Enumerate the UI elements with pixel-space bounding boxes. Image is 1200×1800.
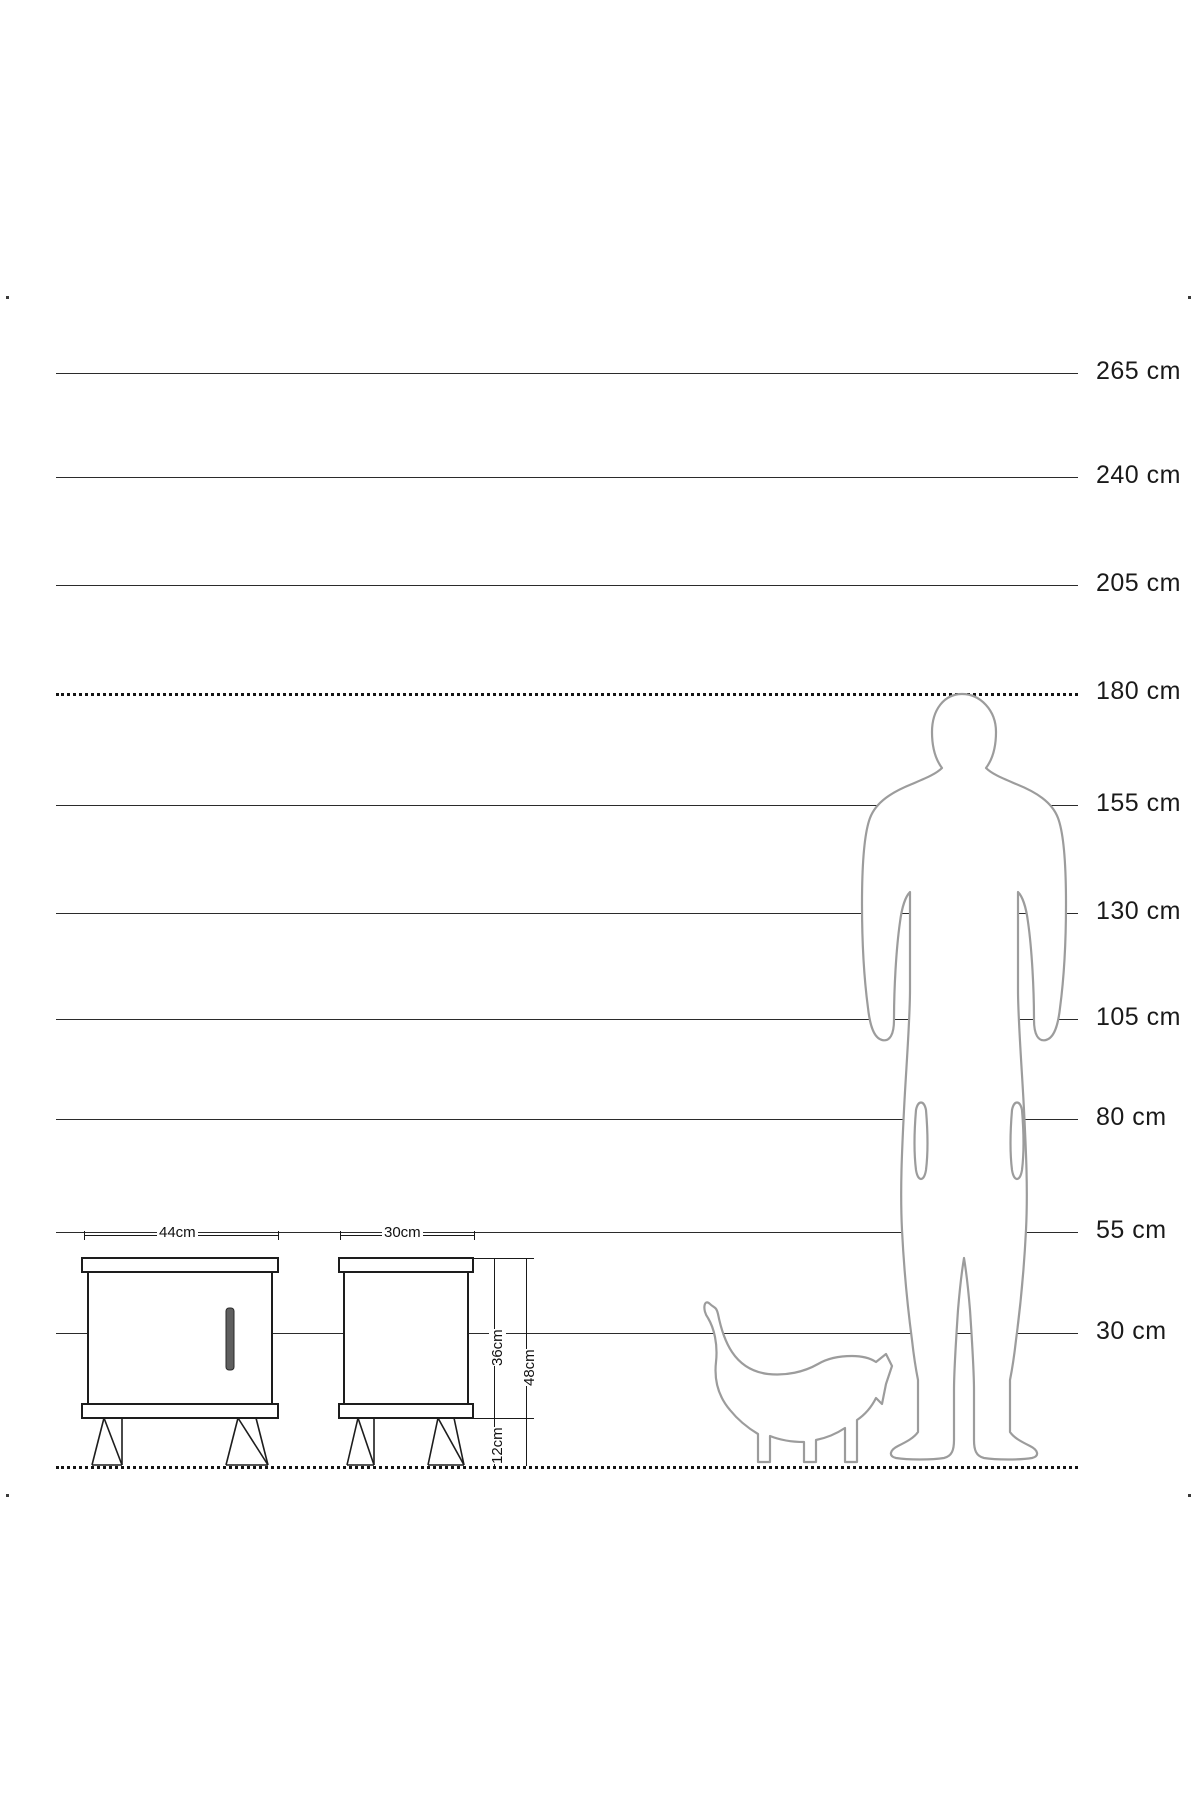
scale-label-80: 80 cm xyxy=(1096,1103,1167,1131)
dim-label-12cm: 12cm xyxy=(489,1427,506,1464)
scale-label-130: 130 cm xyxy=(1096,897,1181,925)
scale-label-240: 240 cm xyxy=(1096,461,1181,489)
dim-label-44cm: 44cm xyxy=(159,1224,196,1241)
scale-label-30: 30 cm xyxy=(1096,1317,1167,1345)
scale-label-205: 205 cm xyxy=(1096,569,1181,597)
scale-label-55: 55 cm xyxy=(1096,1216,1167,1244)
corner-mark-top-right xyxy=(1188,296,1191,299)
nightstand-front-view xyxy=(78,1252,283,1470)
dim-cap-30-left xyxy=(340,1231,341,1240)
man-silhouette xyxy=(852,690,1072,1470)
dim-cap-44-right xyxy=(278,1231,279,1240)
scale-line-205 xyxy=(56,585,1078,586)
dim-label-30cm: 30cm xyxy=(384,1224,421,1241)
corner-mark-bottom-right xyxy=(1188,1494,1191,1497)
scale-label-265: 265 cm xyxy=(1096,357,1181,385)
dim-label-48cm: 48cm xyxy=(521,1349,538,1386)
nightstand-side-view xyxy=(336,1252,477,1470)
scale-line-240 xyxy=(56,477,1078,478)
ext-line-body-bottom xyxy=(474,1418,534,1419)
ext-line-top xyxy=(474,1258,534,1259)
corner-mark-bottom-left xyxy=(6,1494,9,1497)
scale-line-265 xyxy=(56,373,1078,374)
dim-cap-44-left xyxy=(84,1231,85,1240)
dim-cap-30-right xyxy=(474,1231,475,1240)
corner-mark-top-left xyxy=(6,296,9,299)
scale-label-180: 180 cm xyxy=(1096,677,1181,705)
scale-label-105: 105 cm xyxy=(1096,1003,1181,1031)
dim-label-36cm: 36cm xyxy=(489,1329,506,1366)
scale-label-155: 155 cm xyxy=(1096,789,1181,817)
